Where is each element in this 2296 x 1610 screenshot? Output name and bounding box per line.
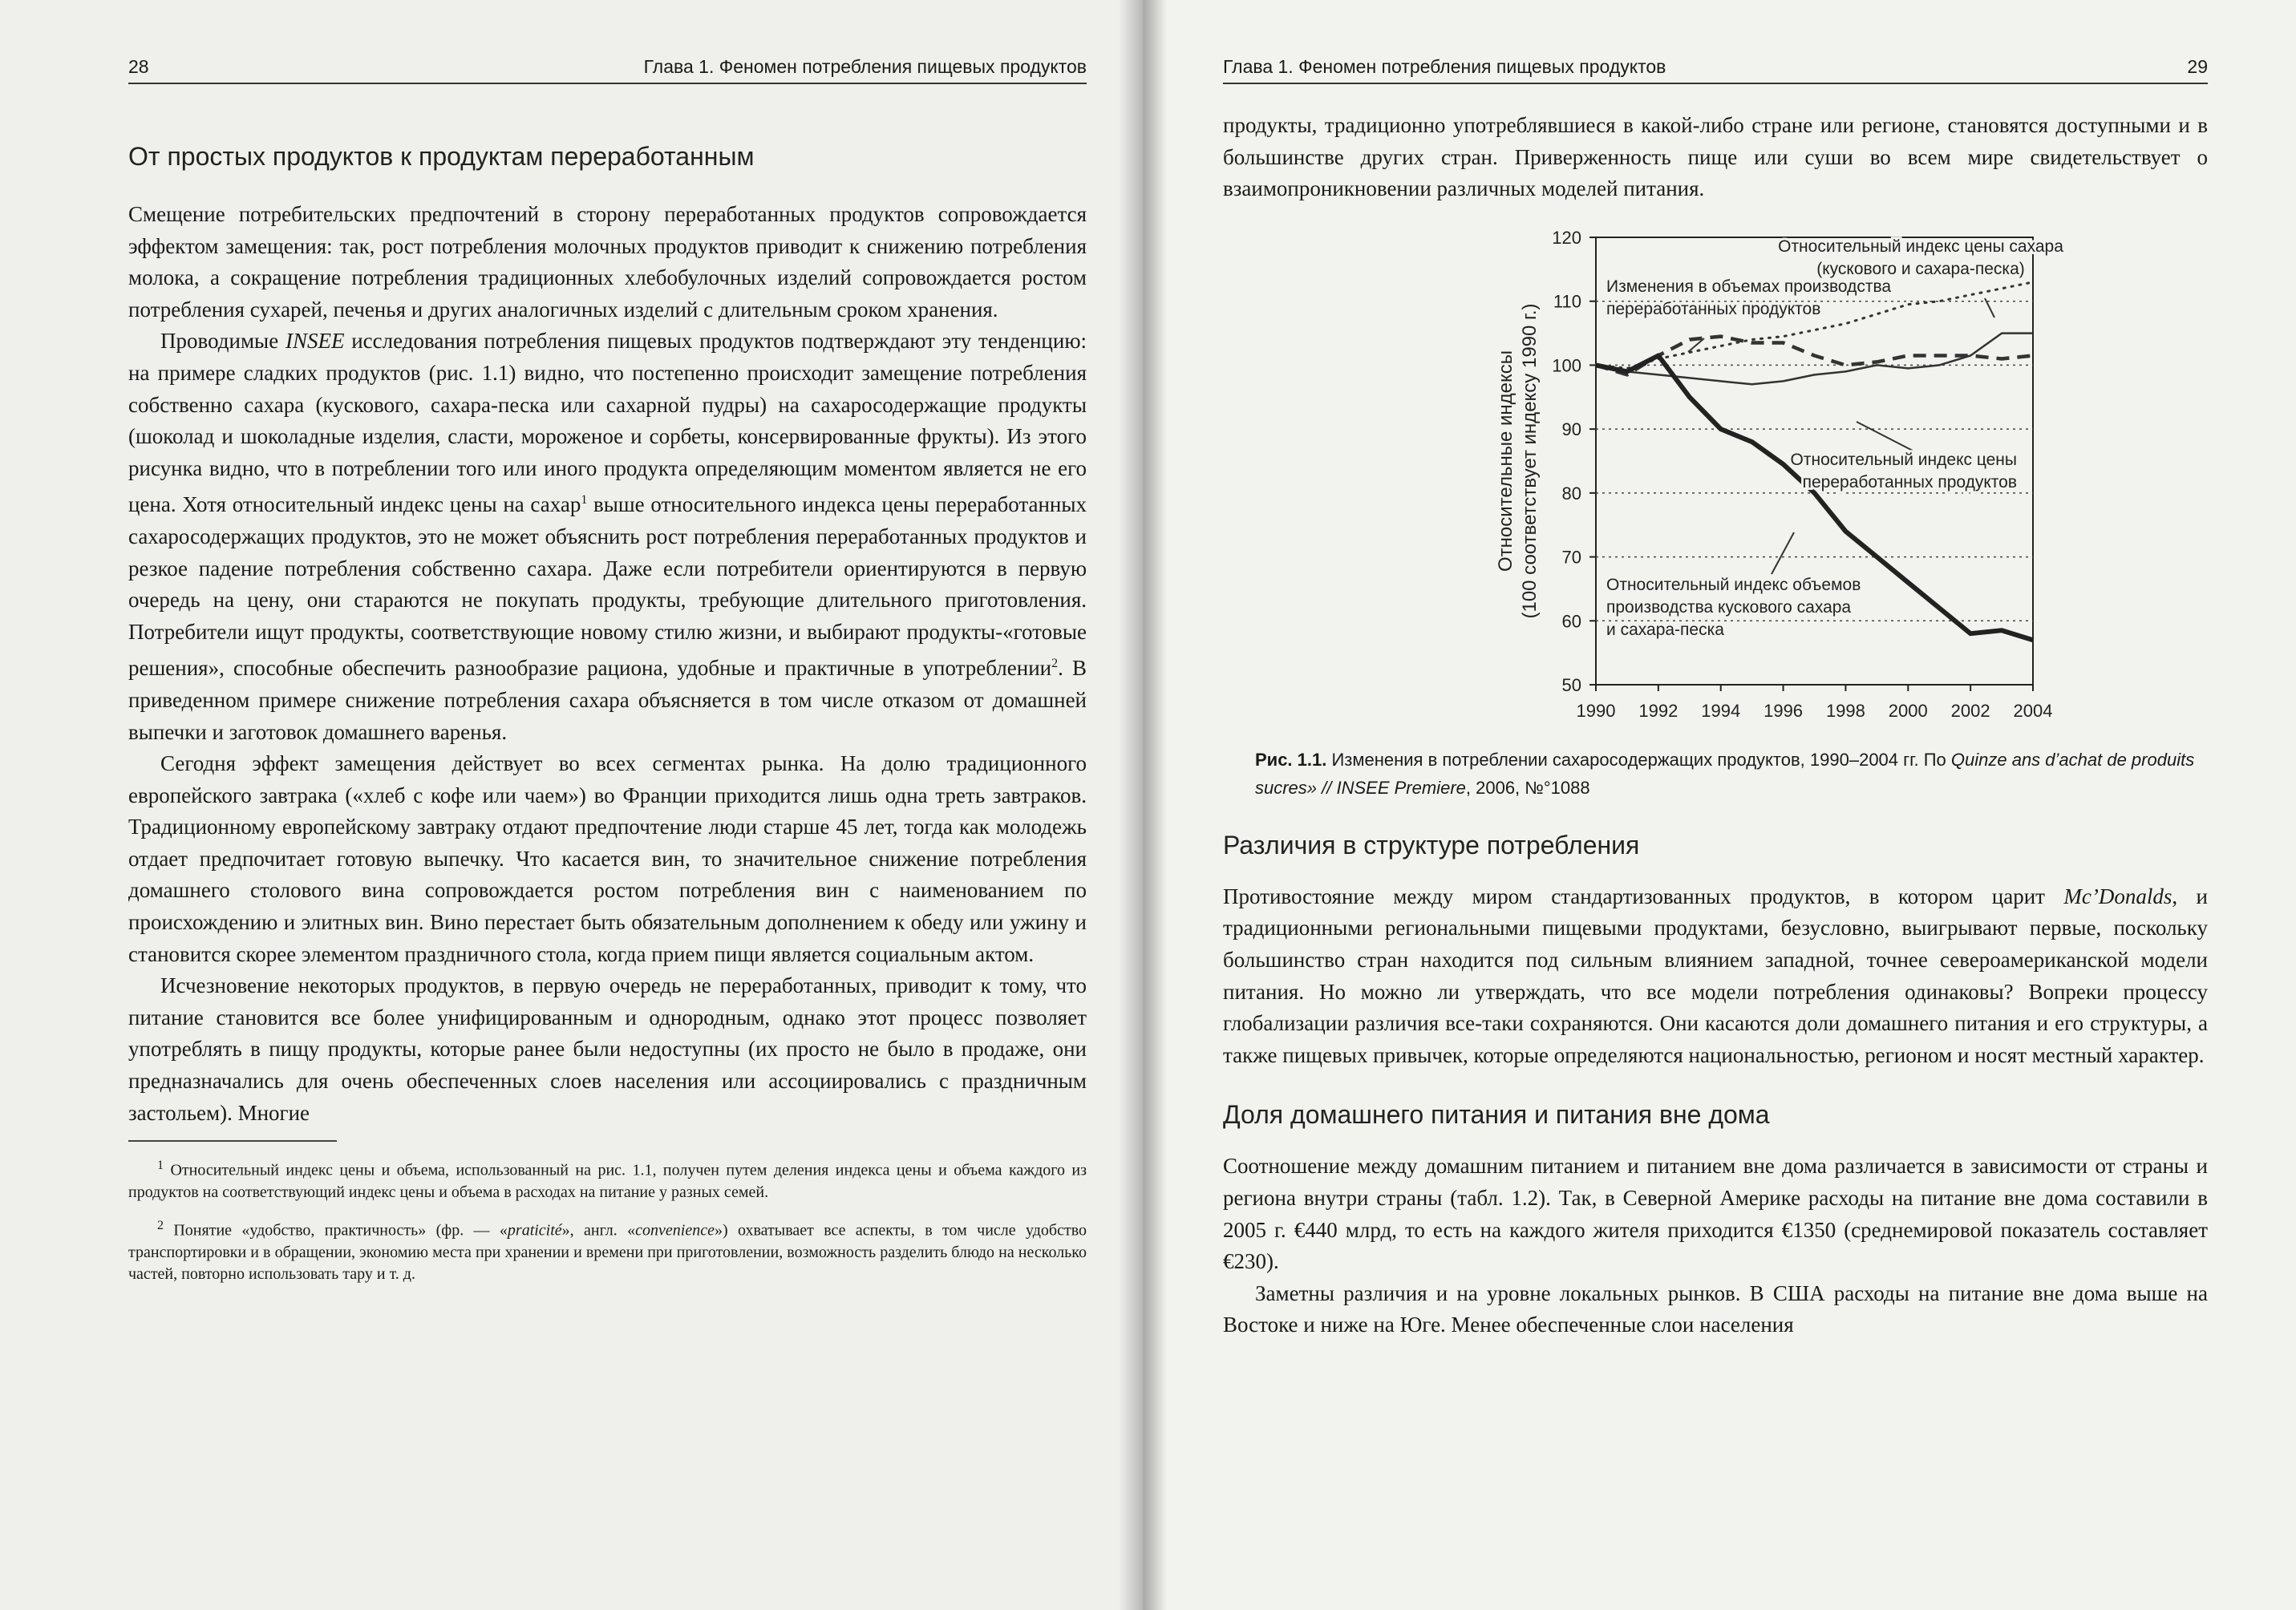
series-line-4: [1596, 355, 2033, 640]
figure-1-1: [1223, 228, 2208, 741]
right-paragraph-home-1: Соотношение между домашним питанием и питанием вне дома различается в зависимости от страны и региона внутри страны (табл. 1.2). Так, в Северной Америке расходы на питание вне дома составили в 2005 г. €440 млрд, то есть на каждого жителя приходится €1350 (среднемировой показатель составляет €230).: [1223, 1154, 2208, 1274]
struct-part-a: Противостояние между миром стандартизованных продуктов, в котором царит: [1223, 884, 2064, 908]
series-4-label-line-2: производства кускового сахара: [1606, 597, 1852, 617]
x-tick-label-2000: 2000: [1888, 700, 1928, 721]
footnote-2-number: 2: [157, 1218, 164, 1232]
series-3-label-line-1: Относительный индекс цены: [1790, 450, 2017, 469]
struct-part-b: , и традиционными региональными пищевыми продуктами, безусловно, выигрывают первые, поскольку большинство стран находится под сильным влиянием западной, точнее североамериканской модели питания. Но можно ли утверждать, что все модели потребления одинаковы? Вопреки процессу глобализации различия все-таки сохраняются. Они касаются доли домашнего питания и его структуры, а также пищевых привычек, которые определяются национальностью, регионом и носят местный характер.: [1223, 884, 2208, 1067]
x-tick-label-2002: 2002: [1950, 700, 1990, 721]
left-paragraph-1: Смещение потребительских предпочтений в сторону переработанных продуктов сопровождается эффектом замещения: так, рост потребления молочных продуктов приводит к снижению потребления молока, а сокращение потребления традиционных хлебобулочных изделий сопровождается ростом потребления сухарей, печенья и других аналогичных изделий с длительным сроком хранения.: [128, 202, 1087, 322]
series-2-label-line-2: переработанных продуктов: [1606, 299, 1821, 318]
figure-caption: [1255, 746, 2208, 802]
line-chart: [1223, 228, 2208, 741]
left-paragraph-4: Исчезновение некоторых продуктов, в первую очередь не переработанных, приводит к тому, что питание становится все более унифицированным и однородным, однако этот процесс позволяет употреблять в пищу продукты, которые ранее были недоступны (их просто не было в продаже, они предназначались для очень обеспеченных слоев населения или ассоциировались с праздничным застольем). Многие: [128, 973, 1087, 1125]
series-1-label-line-1: Относительный индекс цены сахара: [1778, 237, 2063, 256]
y-tick-label-90: 90: [1561, 419, 1581, 439]
series-3-label-line-2: переработанных продуктов: [1802, 472, 2017, 491]
right-paragraph-home-2: Заметны различия и на уровне локальных рынков. В США расходы на питание вне дома выше на Востоке и ниже на Юге. Менее обеспеченные слои населения: [1223, 1280, 2208, 1337]
y-tick-label-50: 50: [1561, 674, 1581, 695]
y-tick-label-100: 100: [1552, 355, 1581, 376]
fn2-part-c: ») охватывает все аспекты, в том числе удобство транспортировки и в обращении, экономию места при хранении и времени при приготовлении, возможность разделить блюдо на несколько частей, повторно использовать тару и т. д.: [128, 1221, 1087, 1283]
series-4-label-line-3: и сахара-песка: [1606, 620, 1724, 639]
left-page: [0, 0, 1143, 1610]
x-tick-label-1990: 1990: [1576, 700, 1616, 721]
y-tick-label-60: 60: [1561, 611, 1581, 632]
series-4-label-line-1: Относительный индекс объемов: [1606, 575, 1861, 594]
insee-italic: INSEE: [285, 329, 345, 354]
left-running-title: Глава 1. Феномен потребления пищевых продуктов: [643, 56, 1087, 77]
left-paragraph-2: [128, 326, 1087, 748]
right-paragraph-structure: [1223, 881, 2208, 1072]
y-tick-label-80: 80: [1561, 483, 1581, 504]
y-tick-label-70: 70: [1561, 547, 1581, 568]
footnote-ref-2: 2: [1051, 657, 1059, 671]
caption-source-title: Quinze ans d’achat de produits sucres»: [1255, 749, 2195, 798]
footnotes: [128, 1155, 1087, 1284]
x-tick-label-1996: 1996: [1764, 700, 1804, 721]
series-4-leader: [1772, 532, 1794, 574]
footnote-1: [128, 1155, 1087, 1203]
x-tick-label-2004: 2004: [2013, 700, 2053, 721]
y-tick-label-110: 110: [1553, 291, 1581, 312]
left-section-heading: От простых продуктов к продуктам переработанным: [128, 142, 755, 171]
footnote-2: [128, 1215, 1087, 1285]
y-tick-label-120: 120: [1552, 227, 1581, 248]
fn2-english: convenience: [635, 1221, 715, 1240]
series-3-leader: [1857, 422, 1913, 451]
book-gutter: [1119, 0, 1167, 1610]
caption-source-journal: // INSEE Premiere: [1317, 777, 1466, 798]
right-paragraph-0: продукты, традиционно употреблявшиеся в какой-либо стране или регионе, становятся доступными и в большинстве других стран. Приверженность пище или суши во всем мире свидетельствует о взаимопроникновении различных моделей питания.: [1223, 113, 2208, 201]
caption-text: Изменения в потреблении сахаросодержащих продуктов, 1990–2004 гг. По: [1326, 749, 1951, 770]
footnote-1-number: 1: [157, 1159, 164, 1173]
right-page: [1143, 0, 2296, 1610]
p2-part-a: Проводимые: [160, 329, 285, 354]
fn2-part-a: Понятие «удобство, практичность» (фр. — «: [173, 1221, 508, 1240]
y-axis-label-line-1: Относительные индексы: [1495, 350, 1516, 572]
p2-part-d: . В приведенном примере снижение потребления сахара объясняется в том числе отказом от домашней выпечки и заготовок домашнего варенья.: [128, 656, 1087, 744]
mcdonalds-italic: Mc’Donalds: [2063, 884, 2172, 908]
caption-label: Рис. 1.1.: [1255, 749, 1327, 770]
series-2-label-line-1: Изменения в объемах производства: [1606, 277, 1892, 296]
left-page-number: 28: [128, 56, 149, 77]
footnote-ref-1: 1: [581, 493, 588, 508]
caption-source-issue: , 2006, №°1088: [1465, 777, 1590, 798]
x-tick-label-1998: 1998: [1825, 700, 1865, 721]
right-page-number: 29: [2187, 56, 2208, 77]
left-running-head: [128, 56, 1087, 84]
heading-structure: Различия в структуре потребления: [1223, 830, 1640, 860]
right-running-head: [1223, 56, 2208, 84]
fn2-part-b: », англ. «: [561, 1221, 636, 1240]
heading-home-food: Доля домашнего питания и питания вне дома: [1223, 1100, 1770, 1130]
x-tick-label-1994: 1994: [1701, 700, 1741, 721]
series-1-label-line-2: (кускового и сахара-песка): [1816, 259, 2025, 278]
p2-part-c: выше относительного индекса цены переработанных сахаросодержащих продуктов, это не может объяснить рост потребления переработанных продуктов и резкое падение потребления собственно сахара. Даже если потребители ориентируются в первую очередь на цену, они стараются не покупать продукты, требующие длительного приготовления. Потребители ищут продукты, соответствующие новому стилю жизни, и выбирают продукты-«готовые решения», способные обеспечить разнообразие рациона, удобные и практичные в употреблении: [128, 492, 1087, 681]
left-paragraph-3: Сегодня эффект замещения действует во всех сегментах рынка. На долю традиционного европейского завтрака («хлеб с кофе или чаем») во Франции приходится лишь одна треть завтраков. Традиционному европейскому завтраку отдают предпочтение люди старше 45 лет, тогда как молодежь отдает предпочитает готовую выпечку. Что касается вин, то значительное снижение потребления домашнего столового вина сопровождается ростом потребления вин с наименованием по происхождению и элитных вин. Вино перестает быть обязательным дополнением к обеду или ужину и становится скорее элементом праздничного стола, когда прием пищи является социальным актом.: [128, 751, 1087, 966]
p2-part-b: исследования потребления пищевых продуктов подтверждают эту тенденцию: на примере сладких продуктов (рис. 1.1) видно, что постепенно происходит замещение потребления собственно сахара (кускового, сахара-песка или сахарной пудры) на сахаросодержащие продукты (шоколад и шоколадные изделия, сласти, мороженое и сорбеты, консервированные фрукты). Из этого рисунка видно, что в потреблении того или иного продукта определяющим моментом является не его цена. Хотя относительный индекс цены на сахар: [128, 329, 1087, 517]
fn2-french: praticité: [507, 1221, 562, 1240]
footnote-rule: [128, 1140, 337, 1155]
right-running-title: Глава 1. Феномен потребления пищевых продуктов: [1223, 56, 1666, 77]
y-axis-label-line-2: (100 соответствует индексу 1990 г.): [1519, 303, 1541, 619]
footnote-1-text: Относительный индекс цены и объема, использованный на рис. 1.1, получен путем деления индекса цены и объема каждого из продуктов на соответствующий индекс цены и объема в расходах на питание у разных семей.: [128, 1161, 1087, 1201]
x-tick-label-1992: 1992: [1638, 700, 1678, 721]
